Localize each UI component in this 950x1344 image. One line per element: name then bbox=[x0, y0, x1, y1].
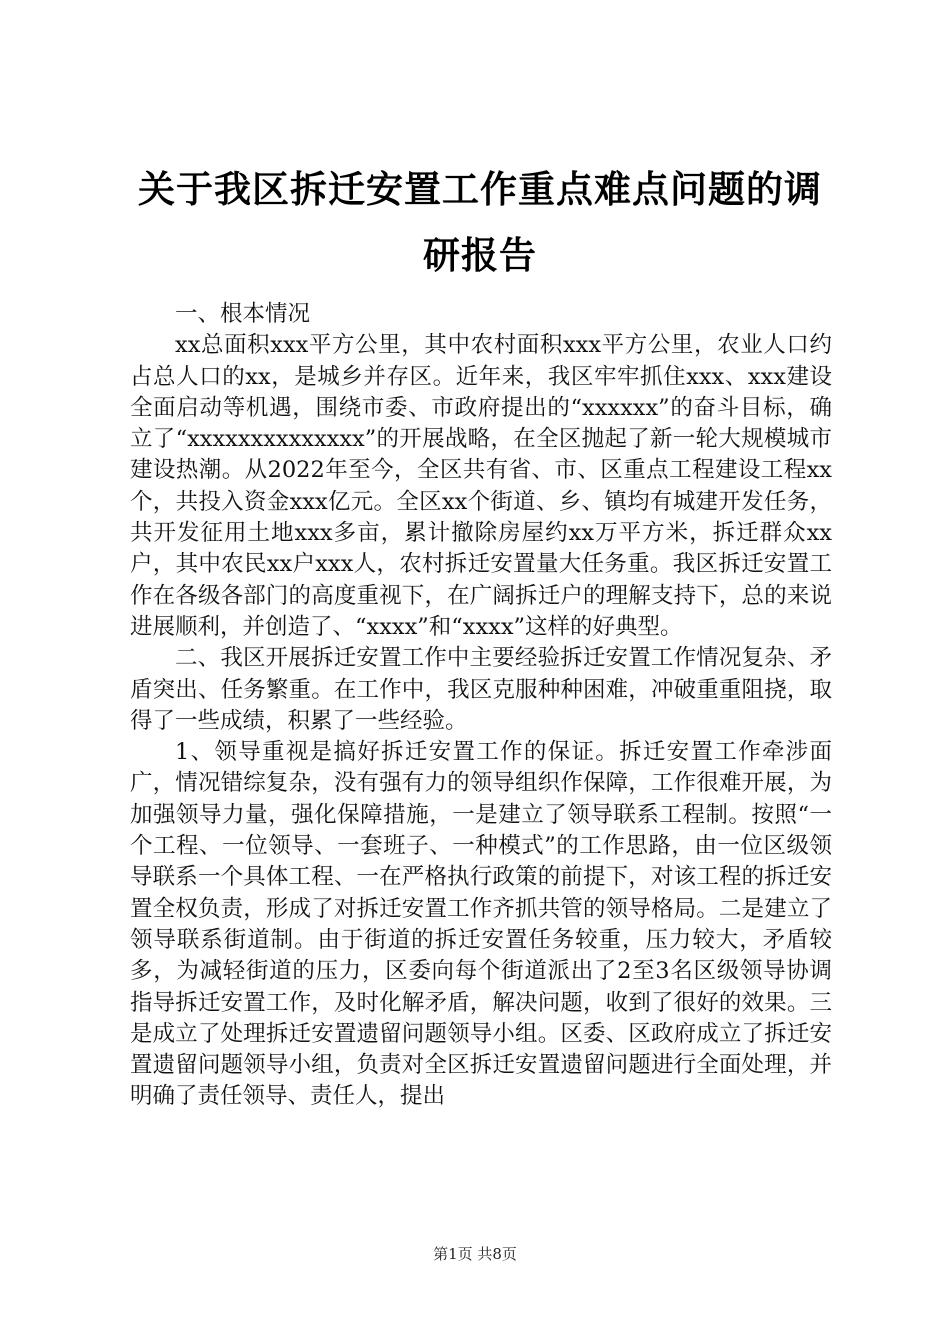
page-footer: 第1页 共8页 bbox=[433, 1245, 517, 1263]
paragraph-main-experience: 二、我区开展拆迁安置工作中主要经验拆迁安置工作情况复杂、矛盾突出、任务繁重。在工作中，我区克服种种困难，冲破重重阻挠，取得了一些成绩，积累了一些经验。 bbox=[130, 645, 832, 734]
document-body bbox=[130, 299, 832, 1113]
paragraph-leadership: 1、领导重视是搞好拆迁安置工作的保证。拆迁安置工作牵涉面广，情况错综复杂，没有强有力的领导组织作保障，工作很难开展，为加强领导力量，强化保障措施，一是建立了领导联系工程制。按照“一个工程、一位领导、一套班子、一种模式”的工作思路，由一位区级领导联系一个具体工程、一在严格执行政策的前提下，对该工程的拆迁安置全权负责，形成了对拆迁安置工作齐抓共管的领导格局。二是建立了领导联系街道制。由于街道的拆迁安置任务较重，压力较大，矛盾较多，为减轻街道的压力，区委向每个街道派出了2至3名区级领导协调指导拆迁安置工作，及时化解矛盾，解决问题，收到了很好的效果。三是成立了处理拆迁安置遗留问题领导小组。区委、区政府成立了拆迁安置遗留问题领导小组，负责对全区拆迁安置遗留问题进行全面处理，并明确了责任领导、责任人，提出 bbox=[130, 739, 832, 1110]
section-heading-basic-situation: 一、根本情况 bbox=[175, 301, 311, 327]
paragraph-overview: xx总面积xxx平方公里，其中农村面积xxx平方公里，农业人口约占总人口的xx，是城乡并存区。近年来，我区牢牢抓住xxx、xxx建设全面启动等机遇，围绕市委、市政府提出的“xxxxxx”的奋斗目标，确立了“xxxxxxxxxxxxxx”的开展战略，在全区抛起了新一轮大规模城市建设热潮。从2022年至今，全区共有省、市、区重点工程建设工程xx个，共投入资金xxx亿元。全区xx个街道、乡、镇均有城建开发任务，共开发征用土地xxx多亩，累计撤除房屋约xx万平方米，拆迁群众xx户，其中农民xx户xxx人，农村拆迁安置量大任务重。我区拆迁安置工作在各级各部门的高度重视下，在广阔拆迁户的理解支持下，总的来说进展顺利，并创造了、“xxxx”和“xxxx”这样的好典型。 bbox=[130, 332, 832, 640]
document-title: 关于我区拆迁安置工作重点难点问题的调研报告 bbox=[138, 167, 822, 277]
